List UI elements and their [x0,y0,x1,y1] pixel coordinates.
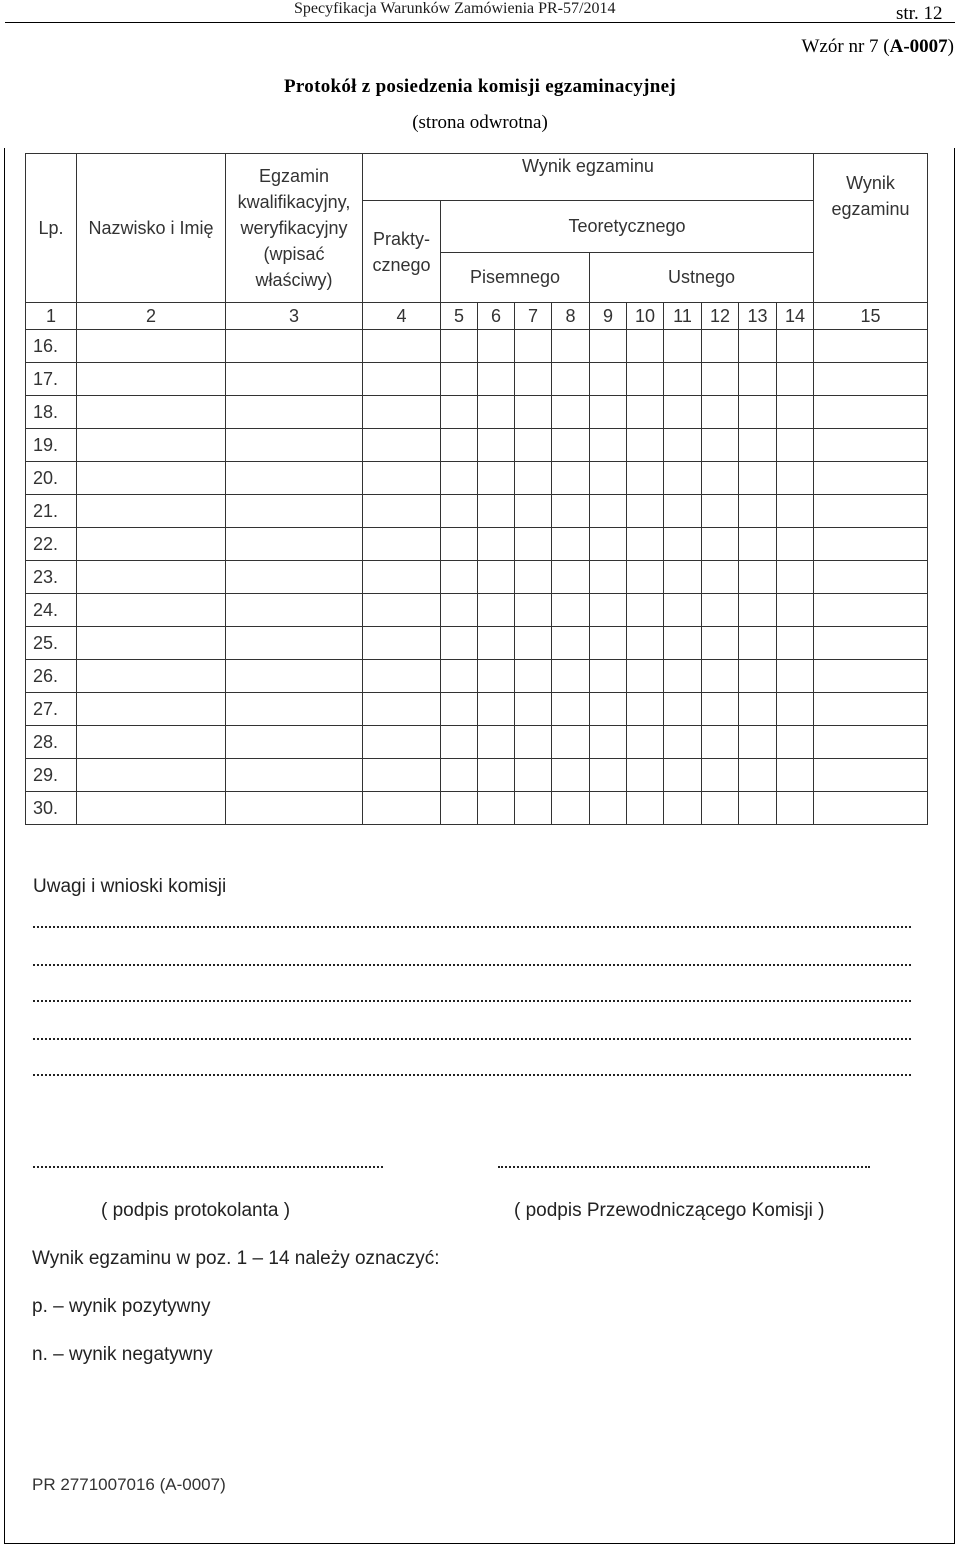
remarks-line [33,926,911,928]
entry-cell[interactable] [814,330,928,363]
entry-cell[interactable] [664,627,702,660]
entry-cell[interactable] [515,495,552,528]
entry-cell[interactable] [814,594,928,627]
entry-cell[interactable] [702,759,739,792]
column-number: 7 [515,303,552,330]
entry-cell[interactable] [478,726,515,759]
entry-cell[interactable] [777,462,814,495]
entry-cell[interactable] [363,396,441,429]
entry-cell[interactable] [226,429,363,462]
remarks-line [33,1000,911,1002]
entry-cell[interactable] [226,660,363,693]
column-number: 15 [814,303,928,330]
entry-cell[interactable] [814,792,928,825]
entry-cell[interactable] [777,330,814,363]
remarks-heading: Uwagi i wnioski komisji [33,876,227,897]
header-exam-type: Egzamin kwalifikacyjny, weryfikacyjny (wpisać właściwy) [226,154,363,303]
header-theoretical: Teoretycznego [441,201,814,253]
entry-cell[interactable] [702,396,739,429]
entry-cell[interactable] [777,693,814,726]
row-number: 24. [26,594,77,627]
entry-cell[interactable] [226,495,363,528]
entry-cell[interactable] [226,528,363,561]
entry-cell[interactable] [363,363,441,396]
table-row [26,429,928,462]
entry-cell[interactable] [552,660,590,693]
entry-cell[interactable] [552,495,590,528]
entry-cell[interactable] [590,363,627,396]
table-row [26,462,928,495]
entry-cell[interactable] [77,561,226,594]
entry-cell[interactable] [739,594,777,627]
entry-cell[interactable] [478,429,515,462]
entry-cell[interactable] [552,561,590,594]
column-number: 9 [590,303,627,330]
entry-cell[interactable] [552,363,590,396]
entry-cell[interactable] [627,759,664,792]
row-number: 20. [26,462,77,495]
column-number: 13 [739,303,777,330]
entry-cell[interactable] [77,627,226,660]
remarks-line [33,964,911,966]
entry-cell[interactable] [777,627,814,660]
entry-cell[interactable] [739,561,777,594]
entry-cell[interactable] [441,462,478,495]
row-number: 27. [26,693,77,726]
entry-cell[interactable] [515,594,552,627]
row-number: 30. [26,792,77,825]
entry-cell[interactable] [814,759,928,792]
header-name: Nazwisko i Imię [77,154,226,303]
form-code [802,36,955,58]
entry-cell[interactable] [739,792,777,825]
entry-cell[interactable] [515,627,552,660]
entry-cell[interactable] [552,396,590,429]
entry-cell[interactable] [777,726,814,759]
row-number: 17. [26,363,77,396]
entry-cell[interactable] [664,726,702,759]
table-row [26,396,928,429]
entry-cell[interactable] [552,429,590,462]
entry-cell[interactable] [77,594,226,627]
entry-cell[interactable] [777,429,814,462]
entry-cell[interactable] [814,627,928,660]
entry-cell[interactable] [363,726,441,759]
entry-cell[interactable] [77,396,226,429]
entry-cell[interactable] [515,660,552,693]
legend-intro: Wynik egzaminu w poz. 1 – 14 należy oznaczyć: [32,1248,440,1269]
table-row [26,660,928,693]
table-row [26,495,928,528]
remarks-line [33,1074,911,1076]
header-rule [5,22,955,23]
entry-cell[interactable] [441,627,478,660]
entry-cell[interactable] [590,528,627,561]
entry-cell[interactable] [777,528,814,561]
entry-cell[interactable] [363,429,441,462]
entry-cell[interactable] [478,627,515,660]
entry-cell[interactable] [627,693,664,726]
entry-cell[interactable] [478,363,515,396]
document-spec-header: Specyfikacja Warunków Zamówienia PR-57/2014 [294,0,616,17]
entry-cell[interactable] [515,792,552,825]
entry-cell[interactable] [702,495,739,528]
form-code-suffix: ) [947,36,954,57]
entry-cell[interactable] [739,627,777,660]
form-footer-code: PR 2771007016 (A-0007) [32,1475,226,1494]
row-number: 26. [26,660,77,693]
entry-cell[interactable] [226,462,363,495]
entry-cell[interactable] [814,396,928,429]
entry-cell[interactable] [664,759,702,792]
entry-cell[interactable] [77,660,226,693]
column-number: 1 [26,303,77,330]
entry-cell[interactable] [363,660,441,693]
table-row [26,759,928,792]
entry-cell[interactable] [226,561,363,594]
entry-cell[interactable] [590,561,627,594]
entry-cell[interactable] [702,429,739,462]
entry-cell[interactable] [77,363,226,396]
entry-cell[interactable] [627,726,664,759]
remarks-line [33,1038,911,1040]
entry-cell[interactable] [814,726,928,759]
entry-cell[interactable] [627,594,664,627]
entry-cell[interactable] [226,363,363,396]
entry-cell[interactable] [590,330,627,363]
entry-cell[interactable] [702,528,739,561]
table-row [26,726,928,759]
entry-cell[interactable] [664,462,702,495]
column-number: 6 [478,303,515,330]
row-number: 16. [26,330,77,363]
entry-cell[interactable] [441,330,478,363]
entry-cell[interactable] [515,330,552,363]
header-oral: Ustnego [590,253,814,303]
entry-cell[interactable] [478,792,515,825]
entry-cell[interactable] [363,330,441,363]
table-row [26,330,928,363]
entry-cell[interactable] [664,792,702,825]
header-lp: Lp. [26,154,77,303]
entry-cell[interactable] [702,561,739,594]
row-number: 28. [26,726,77,759]
entry-cell[interactable] [664,693,702,726]
column-number: 2 [77,303,226,330]
entry-cell[interactable] [702,330,739,363]
entry-cell[interactable] [226,627,363,660]
entry-cell[interactable] [814,462,928,495]
entry-cell[interactable] [664,528,702,561]
entry-cell[interactable] [664,363,702,396]
entry-cell[interactable] [363,561,441,594]
entry-cell[interactable] [627,660,664,693]
header-exam-result: Wynik egzaminu [363,154,814,201]
entry-cell[interactable] [590,627,627,660]
entry-cell[interactable] [363,462,441,495]
entry-cell[interactable] [739,759,777,792]
entry-cell[interactable] [77,528,226,561]
entry-cell[interactable] [627,429,664,462]
column-number: 3 [226,303,363,330]
entry-cell[interactable] [363,594,441,627]
entry-cell[interactable] [777,594,814,627]
entry-cell[interactable] [478,495,515,528]
exam-results-table [25,153,928,825]
entry-cell[interactable] [814,363,928,396]
entry-cell[interactable] [363,627,441,660]
entry-cell[interactable] [226,594,363,627]
form-code-prefix: Wzór nr 7 ( [801,36,890,57]
row-number: 21. [26,495,77,528]
entry-cell[interactable] [441,396,478,429]
entry-cell[interactable] [814,561,928,594]
entry-cell[interactable] [777,495,814,528]
entry-cell[interactable] [552,726,590,759]
entry-cell[interactable] [552,693,590,726]
entry-cell[interactable] [739,396,777,429]
entry-cell[interactable] [441,561,478,594]
entry-cell[interactable] [814,528,928,561]
entry-cell[interactable] [777,363,814,396]
entry-cell[interactable] [814,660,928,693]
entry-cell[interactable] [627,561,664,594]
entry-cell[interactable] [77,429,226,462]
header-practical: Prakty- cznego [363,201,441,303]
entry-cell[interactable] [441,759,478,792]
entry-cell[interactable] [552,330,590,363]
entry-cell[interactable] [478,396,515,429]
entry-cell[interactable] [441,495,478,528]
entry-cell[interactable] [552,594,590,627]
column-number: 11 [664,303,702,330]
entry-cell[interactable] [627,792,664,825]
entry-cell[interactable] [552,462,590,495]
column-number: 14 [777,303,814,330]
row-number: 19. [26,429,77,462]
entry-cell[interactable] [739,330,777,363]
entry-cell[interactable] [226,792,363,825]
row-number: 25. [26,627,77,660]
entry-cell[interactable] [515,561,552,594]
entry-cell[interactable] [515,363,552,396]
entry-cell[interactable] [702,693,739,726]
entry-cell[interactable] [814,495,928,528]
entry-cell[interactable] [739,693,777,726]
entry-cell[interactable] [515,462,552,495]
column-number: 4 [363,303,441,330]
entry-cell[interactable] [77,759,226,792]
row-number: 29. [26,759,77,792]
entry-cell[interactable] [590,462,627,495]
entry-cell[interactable] [777,396,814,429]
entry-cell[interactable] [702,660,739,693]
entry-cell[interactable] [664,330,702,363]
entry-cell[interactable] [552,528,590,561]
entry-cell[interactable] [627,528,664,561]
table-row [26,561,928,594]
entry-cell[interactable] [702,726,739,759]
entry-cell[interactable] [363,495,441,528]
entry-cell[interactable] [77,792,226,825]
entry-cell[interactable] [478,594,515,627]
entry-cell[interactable] [441,363,478,396]
entry-cell[interactable] [441,429,478,462]
entry-cell[interactable] [777,561,814,594]
legend-negative: n. – wynik negatywny [32,1344,213,1365]
entry-cell[interactable] [590,660,627,693]
entry-cell[interactable] [441,726,478,759]
entry-cell[interactable] [552,792,590,825]
entry-cell[interactable] [664,561,702,594]
entry-cell[interactable] [552,627,590,660]
table-row [26,693,928,726]
entry-cell[interactable] [664,396,702,429]
entry-cell[interactable] [590,396,627,429]
entry-cell[interactable] [739,363,777,396]
chairman-signature-label: ( podpis Przewodniczącego Komisji ) [514,1200,825,1221]
entry-cell[interactable] [478,759,515,792]
entry-cell[interactable] [590,759,627,792]
entry-cell[interactable] [814,693,928,726]
legend-positive: p. – wynik pozytywny [32,1296,211,1317]
entry-cell[interactable] [226,396,363,429]
entry-cell[interactable] [478,693,515,726]
entry-cell[interactable] [478,330,515,363]
entry-cell[interactable] [441,792,478,825]
entry-cell[interactable] [515,429,552,462]
entry-cell[interactable] [363,528,441,561]
entry-cell[interactable] [814,429,928,462]
entry-cell[interactable] [777,759,814,792]
entry-cell[interactable] [627,330,664,363]
page-title: Protokół z posiedzenia komisji egzaminacyjnej [283,76,677,97]
entry-cell[interactable] [77,462,226,495]
entry-cell[interactable] [77,330,226,363]
entry-cell[interactable] [590,792,627,825]
row-number: 23. [26,561,77,594]
entry-cell[interactable] [739,726,777,759]
entry-cell[interactable] [590,429,627,462]
entry-cell[interactable] [552,759,590,792]
entry-cell[interactable] [441,660,478,693]
header-final-result: Wynik egzaminu [814,154,928,303]
entry-cell[interactable] [590,726,627,759]
entry-cell[interactable] [664,495,702,528]
table-row [26,627,928,660]
entry-cell[interactable] [627,396,664,429]
entry-cell[interactable] [77,495,226,528]
row-number: 18. [26,396,77,429]
table-row [26,528,928,561]
entry-cell[interactable] [441,528,478,561]
entry-cell[interactable] [627,462,664,495]
entry-cell[interactable] [664,660,702,693]
column-number: 5 [441,303,478,330]
entry-cell[interactable] [363,759,441,792]
recorder-signature-label: ( podpis protokolanta ) [101,1200,291,1221]
entry-cell[interactable] [441,594,478,627]
entry-cell[interactable] [702,792,739,825]
entry-cell[interactable] [590,495,627,528]
table-row [26,594,928,627]
entry-cell[interactable] [739,429,777,462]
entry-cell[interactable] [226,693,363,726]
chairman-signature-line [498,1166,870,1168]
entry-cell[interactable] [739,495,777,528]
entry-cell[interactable] [702,594,739,627]
entry-cell[interactable] [664,429,702,462]
entry-cell[interactable] [77,693,226,726]
entry-cell[interactable] [77,726,226,759]
header-written: Pisemnego [441,253,590,303]
column-number-row [26,303,928,330]
table-row [26,363,928,396]
entry-cell[interactable] [739,660,777,693]
entry-cell[interactable] [515,693,552,726]
entry-cell[interactable] [664,594,702,627]
entry-cell[interactable] [515,759,552,792]
recorder-signature-line [33,1166,383,1168]
entry-cell[interactable] [777,660,814,693]
column-number: 12 [702,303,739,330]
entry-cell[interactable] [515,528,552,561]
entry-cell[interactable] [702,462,739,495]
table-row [26,792,928,825]
page-number: str. 12 [896,3,943,24]
page-subtitle: (strona odwrotna) [412,112,548,133]
entry-cell[interactable] [702,627,739,660]
entry-cell[interactable] [739,528,777,561]
entry-cell[interactable] [627,495,664,528]
entry-cell[interactable] [226,726,363,759]
entry-cell[interactable] [478,561,515,594]
entry-cell[interactable] [363,693,441,726]
row-number: 22. [26,528,77,561]
entry-cell[interactable] [590,693,627,726]
entry-cell[interactable] [777,792,814,825]
entry-cell[interactable] [441,693,478,726]
form-code-number: A-0007 [889,36,948,57]
entry-cell[interactable] [226,330,363,363]
entry-cell[interactable] [515,396,552,429]
entry-cell[interactable] [363,792,441,825]
entry-cell[interactable] [478,660,515,693]
entry-cell[interactable] [739,462,777,495]
entry-cell[interactable] [478,462,515,495]
entry-cell[interactable] [590,594,627,627]
entry-cell[interactable] [515,726,552,759]
entry-cell[interactable] [226,759,363,792]
entry-cell[interactable] [627,627,664,660]
entry-cell[interactable] [627,363,664,396]
entry-cell[interactable] [478,528,515,561]
entry-cell[interactable] [702,363,739,396]
column-number: 10 [627,303,664,330]
column-number: 8 [552,303,590,330]
